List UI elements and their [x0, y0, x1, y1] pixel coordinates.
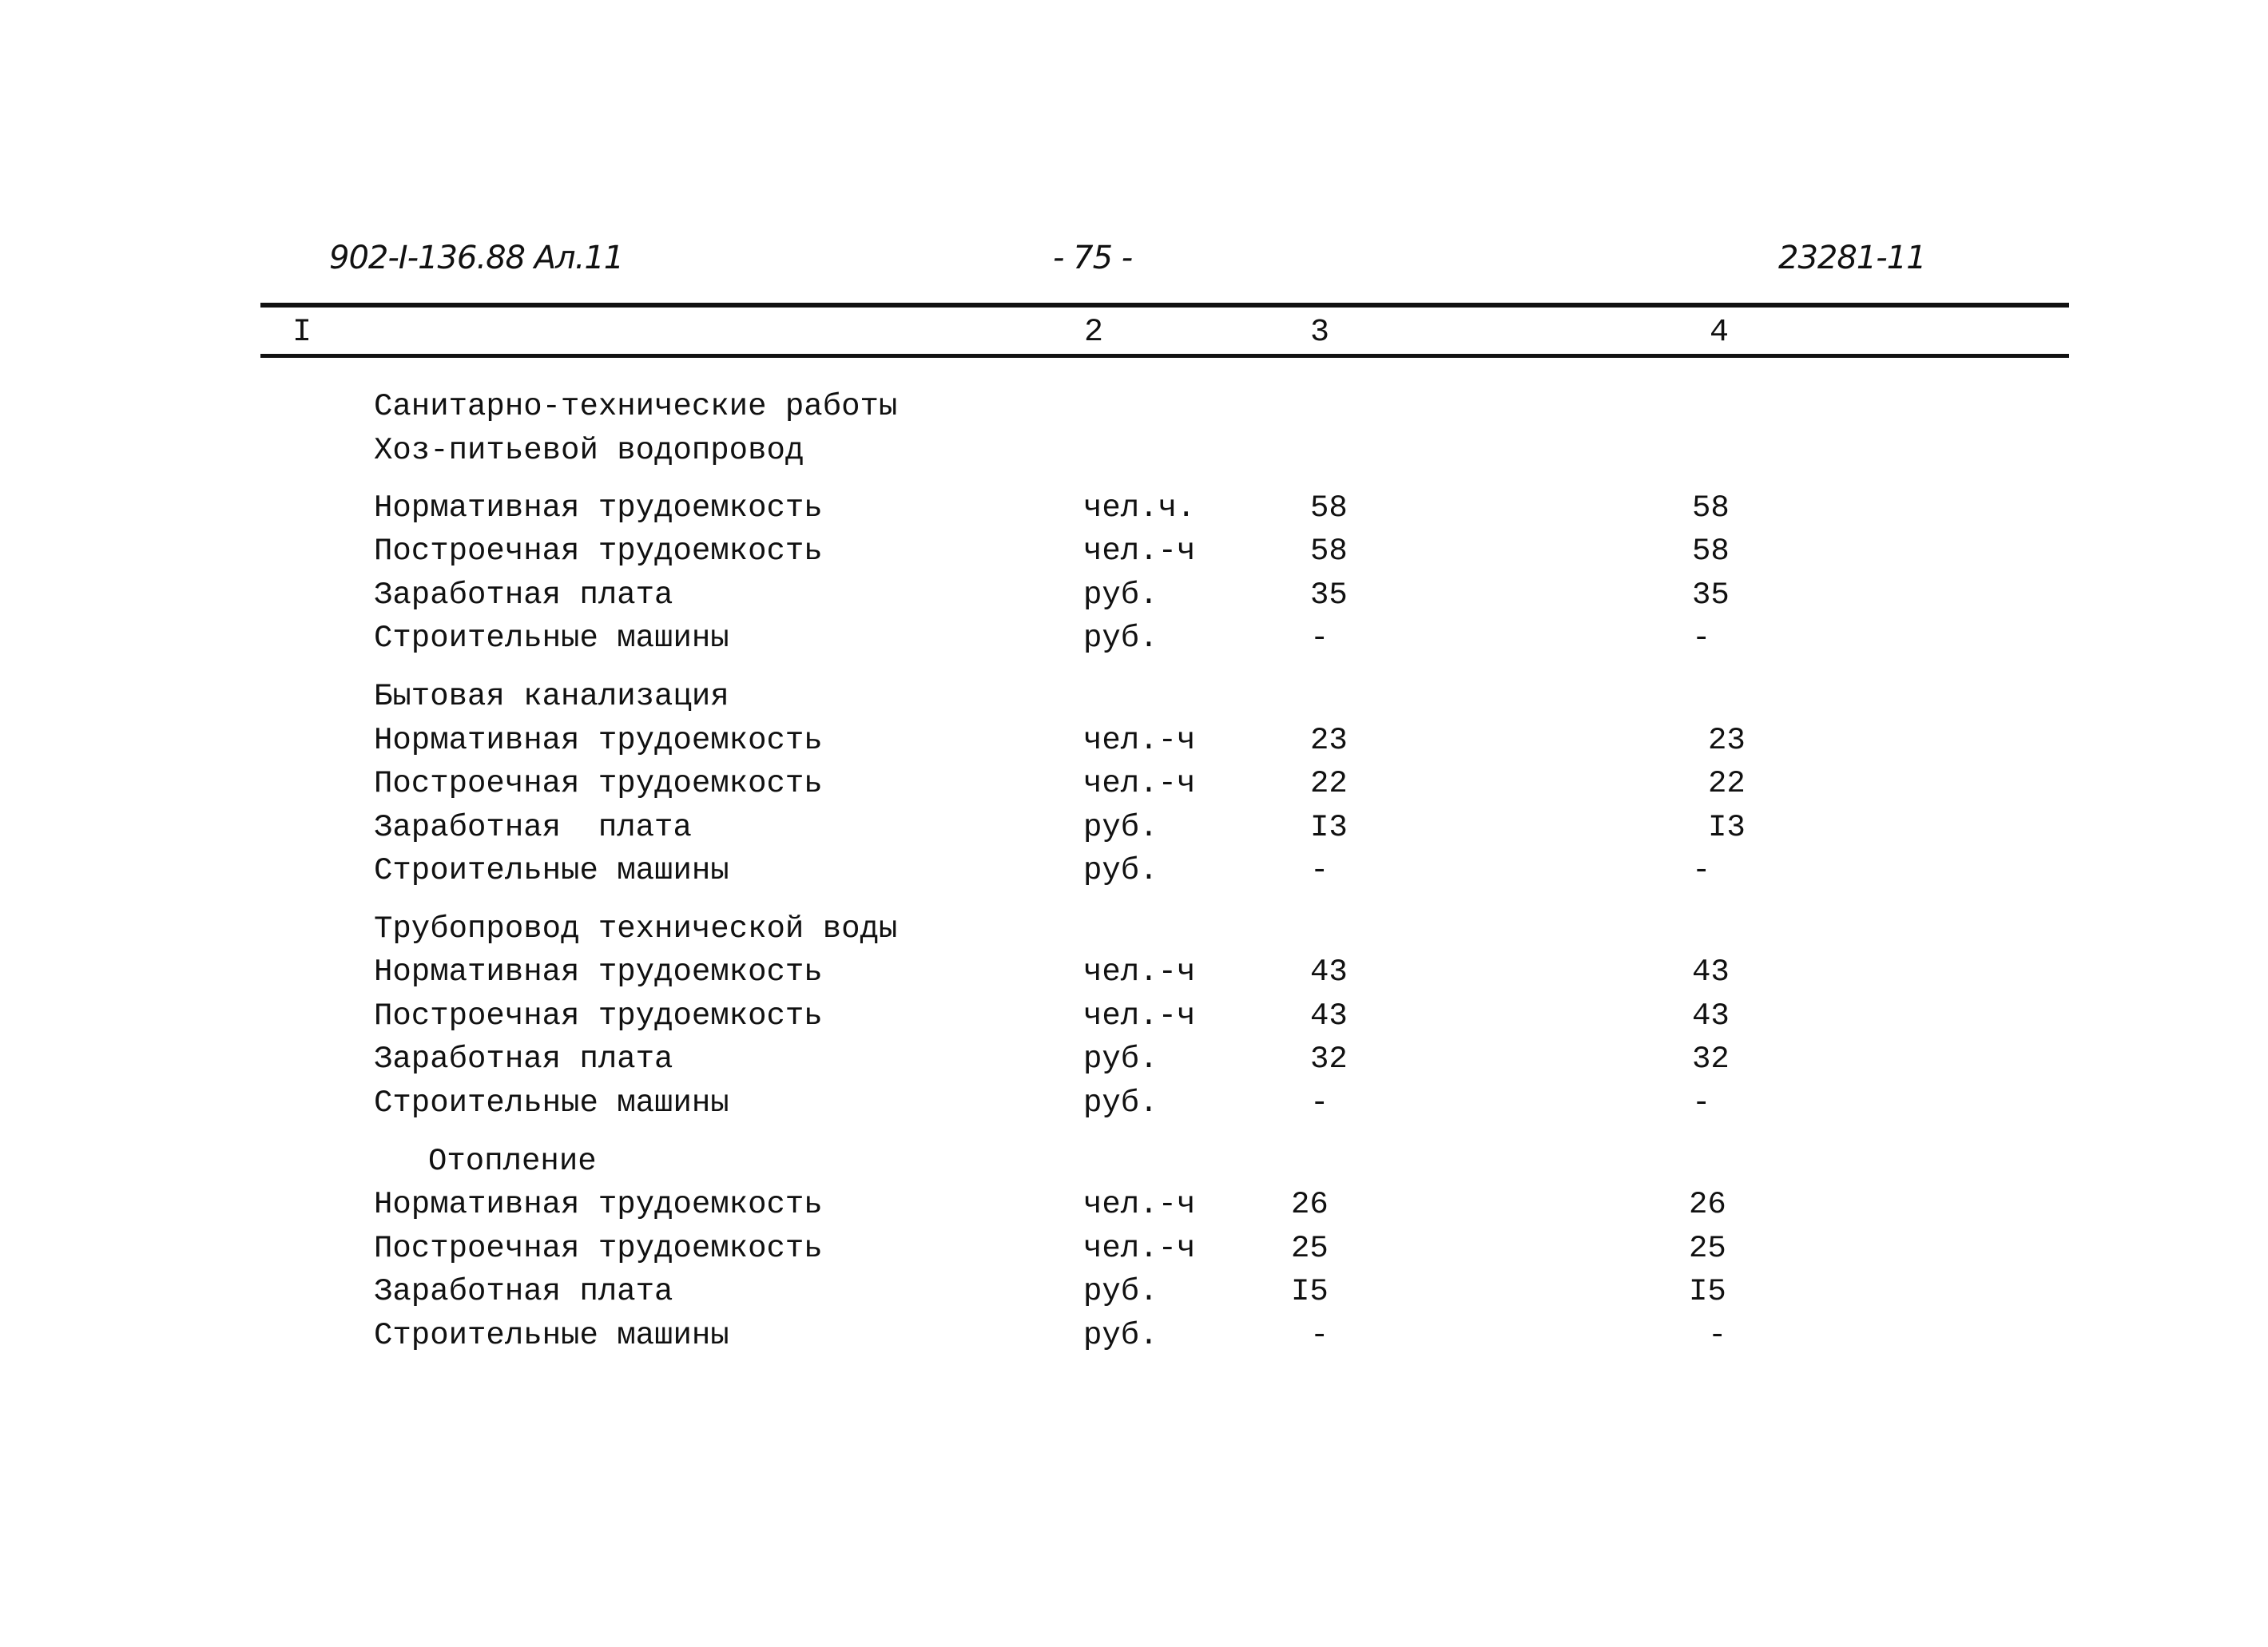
row-col3: 32 [1310, 1042, 1348, 1077]
row-col3: 23 [1310, 723, 1348, 758]
column-header-3: 3 [1310, 315, 1330, 351]
table-row [0, 1042, 2268, 1085]
section-title [0, 1144, 2268, 1187]
row-name: Строительные машины [374, 853, 729, 888]
row-name: Нормативная трудоемкость [374, 490, 823, 526]
row-col3: - [1310, 1085, 1329, 1121]
table-row [0, 853, 2268, 896]
row-name: Заработная плата [374, 577, 673, 613]
section-title [0, 679, 2268, 722]
table-row [0, 766, 2268, 809]
table-row [0, 1318, 2268, 1361]
table-row [0, 998, 2268, 1042]
row-col4: 43 [1692, 998, 1730, 1034]
row-unit: чел.-ч [1083, 1231, 1196, 1266]
table-row [0, 1187, 2268, 1230]
column-header-1: I [292, 315, 312, 351]
row-name: Построечная трудоемкость [374, 534, 823, 569]
row-col4: - [1708, 1318, 1727, 1353]
row-unit: чел.-ч [1083, 534, 1196, 569]
row-unit: руб. [1083, 1085, 1158, 1121]
row-unit: чел.-ч [1083, 998, 1196, 1034]
row-unit: руб. [1083, 1042, 1158, 1077]
row-col4: 58 [1692, 490, 1730, 526]
row-name: Построечная трудоемкость [374, 998, 823, 1034]
row-name: Заработная плата [374, 1274, 673, 1309]
table-top-rule [260, 303, 2069, 308]
table-row [0, 810, 2268, 853]
doc-code: 902-I-136.88 Ал.11 [329, 240, 624, 276]
row-name: Нормативная трудоемкость [374, 954, 823, 990]
row-unit: чел.-ч [1083, 1187, 1196, 1222]
table-row [0, 954, 2268, 998]
row-name: Нормативная трудоемкость [374, 723, 823, 758]
row-col4: - [1692, 621, 1711, 656]
row-col3: 43 [1310, 998, 1348, 1034]
section-title-text: Отопление [428, 1144, 597, 1179]
row-col3: - [1310, 1318, 1329, 1353]
section-title [0, 911, 2268, 954]
row-col4: 43 [1692, 954, 1730, 990]
row-unit: руб. [1083, 810, 1158, 845]
row-unit: чел.-ч [1083, 766, 1196, 801]
row-col3: I3 [1310, 810, 1348, 845]
row-unit: руб. [1083, 577, 1158, 613]
section-title [0, 389, 2268, 432]
row-unit: чел.-ч [1083, 723, 1196, 758]
row-col3: 35 [1310, 577, 1348, 613]
row-unit: чел.-ч [1083, 954, 1196, 990]
row-name: Построечная трудоемкость [374, 1231, 823, 1266]
row-col4: - [1692, 853, 1711, 888]
table-row [0, 1274, 2268, 1317]
row-name: Строительные машины [374, 1318, 729, 1353]
row-unit: руб. [1083, 621, 1158, 656]
table-row [0, 1085, 2268, 1129]
row-col4: 58 [1692, 534, 1730, 569]
row-unit: руб. [1083, 1318, 1158, 1353]
table-row [0, 490, 2268, 534]
row-col4: - [1692, 1085, 1711, 1121]
table-row [0, 723, 2268, 766]
row-col3: 26 [1291, 1187, 1329, 1222]
table-row [0, 1231, 2268, 1274]
column-header-4: 4 [1710, 315, 1730, 351]
row-col3: 25 [1291, 1231, 1329, 1266]
row-unit: чел.ч. [1083, 490, 1196, 526]
row-name: Заработная плата [374, 1042, 673, 1077]
row-col3: I5 [1291, 1274, 1329, 1309]
page-number: - 75 - [1053, 240, 1133, 276]
row-col3: 43 [1310, 954, 1348, 990]
section-title-text: Санитарно-технические работы [374, 389, 898, 424]
row-unit: руб. [1083, 1274, 1158, 1309]
row-col3: - [1310, 621, 1329, 656]
table-row [0, 621, 2268, 664]
row-unit: руб. [1083, 853, 1158, 888]
row-col3: 22 [1310, 766, 1348, 801]
row-col3: - [1310, 853, 1329, 888]
row-col3: 58 [1310, 534, 1348, 569]
row-name: Построечная трудоемкость [374, 766, 823, 801]
column-header-2: 2 [1084, 315, 1104, 351]
row-col4: 35 [1692, 577, 1730, 613]
row-col4: 25 [1689, 1231, 1726, 1266]
section-title-text: Трубопровод технической воды [374, 911, 898, 947]
row-name: Нормативная трудоемкость [374, 1187, 823, 1222]
row-col4: I3 [1708, 810, 1746, 845]
row-col4: 22 [1708, 766, 1746, 801]
row-col4: 26 [1689, 1187, 1726, 1222]
row-col3: 58 [1310, 490, 1348, 526]
row-col4: 23 [1708, 723, 1746, 758]
table-row [0, 534, 2268, 577]
table-header-rule [260, 354, 2069, 358]
section-title-text: Бытовая канализация [374, 679, 729, 714]
row-name: Заработная плата [374, 810, 692, 845]
row-name: Строительные машины [374, 621, 729, 656]
row-name: Строительные машины [374, 1085, 729, 1121]
row-col4: I5 [1689, 1274, 1726, 1309]
row-col4: 32 [1692, 1042, 1730, 1077]
inventory-number: 23281-11 [1778, 240, 1926, 276]
table-row [0, 577, 2268, 621]
section-title-text: Хоз-питьевой водопровод [374, 433, 804, 468]
section-title [0, 433, 2268, 476]
